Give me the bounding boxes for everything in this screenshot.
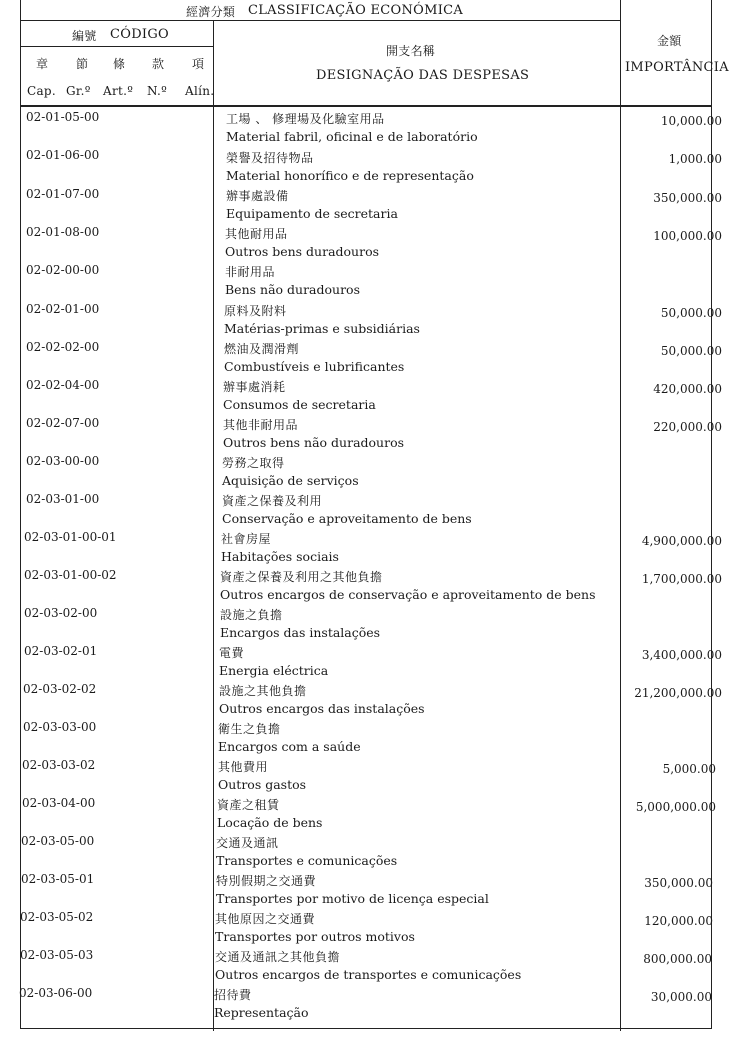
row-code: 02-03-01-00 <box>26 492 100 506</box>
row-amount: 3,400,000.00 <box>641 648 722 662</box>
row-designation-zh: 資產之租賃 <box>217 798 280 812</box>
row-amount: 50,000.00 <box>660 306 722 320</box>
header-designation-zh: 開支名稱 <box>386 44 436 58</box>
row-amount: 4,900,000.00 <box>641 534 722 548</box>
row-designation-pt: Outros encargos de transportes e comunicações <box>215 967 522 982</box>
row-designation-pt: Encargos com a saúde <box>218 739 361 754</box>
row-designation-zh: 社會房屋 <box>221 532 272 546</box>
header-classification-zh: 經濟分類 <box>186 5 236 19</box>
row-designation-pt: Material fabril, oficinal e de laboratório <box>226 129 478 144</box>
row-designation-zh: 其他非耐用品 <box>223 418 299 432</box>
row-designation-zh: 非耐用品 <box>225 265 276 279</box>
row-designation-pt: Energia eléctrica <box>219 663 329 678</box>
row-designation-zh: 勞務之取得 <box>222 456 285 470</box>
row-code: 02-02-04-00 <box>26 378 100 392</box>
row-amount: 220,000.00 <box>653 420 722 434</box>
row-designation-pt: Locação de bens <box>217 815 323 830</box>
row-amount: 120,000.00 <box>644 914 713 928</box>
header-code-pt: CÓDIGO <box>110 27 170 42</box>
row-amount: 1,700,000.00 <box>641 572 722 586</box>
row-designation-zh: 交通及通訊之其他負擔 <box>215 950 341 964</box>
row-designation-pt: Aquisição de serviços <box>222 473 359 488</box>
row-designation-pt: Transportes e comunicações <box>216 853 398 868</box>
row-designation-zh: 招待費 <box>214 988 252 1002</box>
row-designation-pt: Outros bens não duradouros <box>223 435 405 450</box>
header-subcol-zh-4: 款 <box>152 57 165 71</box>
row-designation-zh: 交通及通訊 <box>216 836 279 850</box>
row-designation-zh: 設施之其他負擔 <box>219 684 307 698</box>
row-code: 02-03-06-00 <box>19 986 93 1000</box>
row-amount: 350,000.00 <box>644 876 713 890</box>
row-designation-pt: Equipamento de secretaria <box>226 206 398 221</box>
header-code-zh: 編號 <box>72 29 97 43</box>
row-designation-pt: Consumos de secretaria <box>223 397 376 412</box>
header-subcol-pt-1: Cap. <box>27 84 57 98</box>
row-designation-zh: 其他原因之交通費 <box>215 912 316 926</box>
row-code: 02-03-05-03 <box>20 948 94 962</box>
row-designation-zh: 衛生之負擔 <box>218 722 281 736</box>
row-designation-zh: 其他耐用品 <box>225 227 288 241</box>
row-designation-pt: Representação <box>214 1005 309 1020</box>
row-code: 02-02-00-00 <box>26 263 100 277</box>
row-code: 02-01-07-00 <box>26 187 100 201</box>
header-amount-zh: 金額 <box>657 34 682 48</box>
row-designation-zh: 辦事處設備 <box>226 189 289 203</box>
header-designation-pt: DESIGNAÇÃO DAS DESPESAS <box>316 68 530 83</box>
header-classification-pt: CLASSIFICAÇÃO ECONÓMICA <box>248 3 464 18</box>
row-code: 02-03-03-00 <box>23 720 97 734</box>
row-code: 02-03-04-00 <box>22 796 96 810</box>
row-code: 02-03-01-00-02 <box>24 568 117 582</box>
row-designation-pt: Bens não duradouros <box>225 282 360 297</box>
row-code: 02-02-07-00 <box>26 416 100 430</box>
row-designation-pt: Combustíveis e lubrificantes <box>224 359 405 374</box>
row-designation-pt: Habitações sociais <box>221 549 339 564</box>
header-subcol-zh-1: 章 <box>36 57 49 71</box>
row-code: 02-03-02-02 <box>23 682 97 696</box>
row-amount: 100,000.00 <box>653 229 722 243</box>
row-designation-pt: Outros gastos <box>218 777 307 792</box>
row-code: 02-03-02-01 <box>24 644 98 658</box>
row-designation-pt: Encargos das instalações <box>220 625 381 640</box>
row-designation-zh: 燃油及潤滑劑 <box>224 342 300 356</box>
row-amount: 5,000.00 <box>662 762 716 776</box>
row-code: 02-01-05-00 <box>26 110 100 124</box>
row-amount: 420,000.00 <box>653 382 722 396</box>
row-designation-pt: Outros encargos das instalações <box>219 701 425 716</box>
row-designation-zh: 資產之保養及利用之其他負擔 <box>220 570 383 584</box>
header-subcol-zh-5: 項 <box>192 57 205 71</box>
row-designation-pt: Matérias-primas e subsidiárias <box>224 321 420 336</box>
row-amount: 5,000,000.00 <box>635 800 716 814</box>
header-rule-code <box>20 46 213 47</box>
row-amount: 10,000.00 <box>660 114 722 128</box>
header-subcol-pt-5: Alín. <box>185 84 215 98</box>
row-code: 02-01-06-00 <box>26 148 100 162</box>
header-rule-bottom <box>20 105 712 107</box>
row-code: 02-03-05-01 <box>21 872 95 886</box>
row-designation-pt: Transportes por motivo de licença especial <box>216 891 489 906</box>
row-code: 02-03-05-02 <box>20 910 94 924</box>
row-code: 02-01-08-00 <box>26 225 100 239</box>
row-designation-zh: 工場 、 修理場及化驗室用品 <box>226 112 385 126</box>
row-amount: 350,000.00 <box>653 191 722 205</box>
row-code: 02-03-01-00-01 <box>24 530 117 544</box>
row-amount: 21,200,000.00 <box>634 686 722 700</box>
header-rule-top <box>20 20 620 21</box>
row-amount: 50,000.00 <box>660 344 722 358</box>
row-code: 02-03-00-00 <box>26 454 100 468</box>
row-designation-pt: Transportes por outros motivos <box>215 929 415 944</box>
row-designation-zh: 特別假期之交通費 <box>216 874 317 888</box>
row-designation-zh: 電費 <box>219 646 245 660</box>
header-subcol-zh-2: 節 <box>76 57 89 71</box>
row-code: 02-02-02-00 <box>26 340 100 354</box>
row-designation-pt: Outros encargos de conservação e aproveitamento de bens <box>220 587 596 602</box>
row-amount: 30,000.00 <box>650 990 712 1004</box>
column-divider-code <box>213 20 214 1031</box>
row-designation-zh: 原料及附料 <box>224 304 287 318</box>
row-designation-zh: 辦事處消耗 <box>223 380 286 394</box>
header-subcol-pt-2: Gr.º <box>66 84 91 98</box>
row-code: 02-03-05-00 <box>21 834 95 848</box>
row-amount: 1,000.00 <box>668 152 722 166</box>
row-designation-pt: Conservação e aproveitamento de bens <box>222 511 472 526</box>
header-subcol-pt-4: N.º <box>147 84 168 98</box>
row-code: 02-02-01-00 <box>26 302 100 316</box>
header-subcol-pt-3: Art.º <box>103 84 134 98</box>
header-subcol-zh-3: 條 <box>113 57 126 71</box>
row-designation-zh: 其他費用 <box>218 760 269 774</box>
row-code: 02-03-02-00 <box>24 606 98 620</box>
row-code: 02-03-03-02 <box>22 758 96 772</box>
row-designation-zh: 資產之保養及利用 <box>222 494 323 508</box>
row-designation-zh: 榮譽及招待物品 <box>226 151 314 165</box>
row-designation-pt: Outros bens duradouros <box>225 244 380 259</box>
row-designation-zh: 設施之負擔 <box>220 608 283 622</box>
header-amount-pt: IMPORTÂNCIA <box>625 60 729 75</box>
row-designation-pt: Material honorífico e de representação <box>226 168 474 183</box>
row-amount: 800,000.00 <box>643 952 712 966</box>
